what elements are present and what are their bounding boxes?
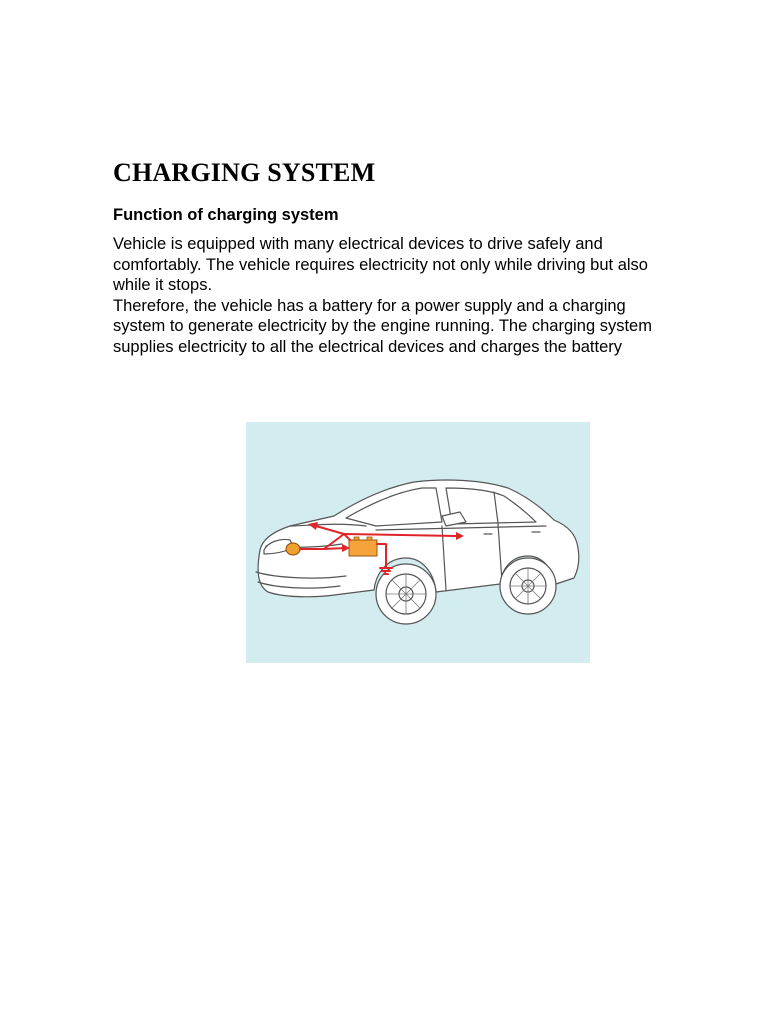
section-heading: Function of charging system <box>113 206 339 224</box>
alternator-icon <box>286 543 300 555</box>
car-diagram-svg <box>246 422 590 663</box>
body-text <box>113 234 673 357</box>
paragraph-1: Vehicle is equipped with many electrical devices to drive safely and comfortably. The vehicle requires electricity not only while driving but also while it stops. <box>113 235 648 294</box>
car-charging-illustration <box>246 422 590 663</box>
car-body <box>256 480 579 624</box>
paragraph-2: Therefore, the vehicle has a battery for a power supply and a charging system to generate electricity by the engine running. The charging system supplies electricity to all the electrical devices and charges the battery <box>113 296 652 356</box>
battery-icon <box>349 537 377 556</box>
page-title: CHARGING SYSTEM <box>113 158 376 187</box>
